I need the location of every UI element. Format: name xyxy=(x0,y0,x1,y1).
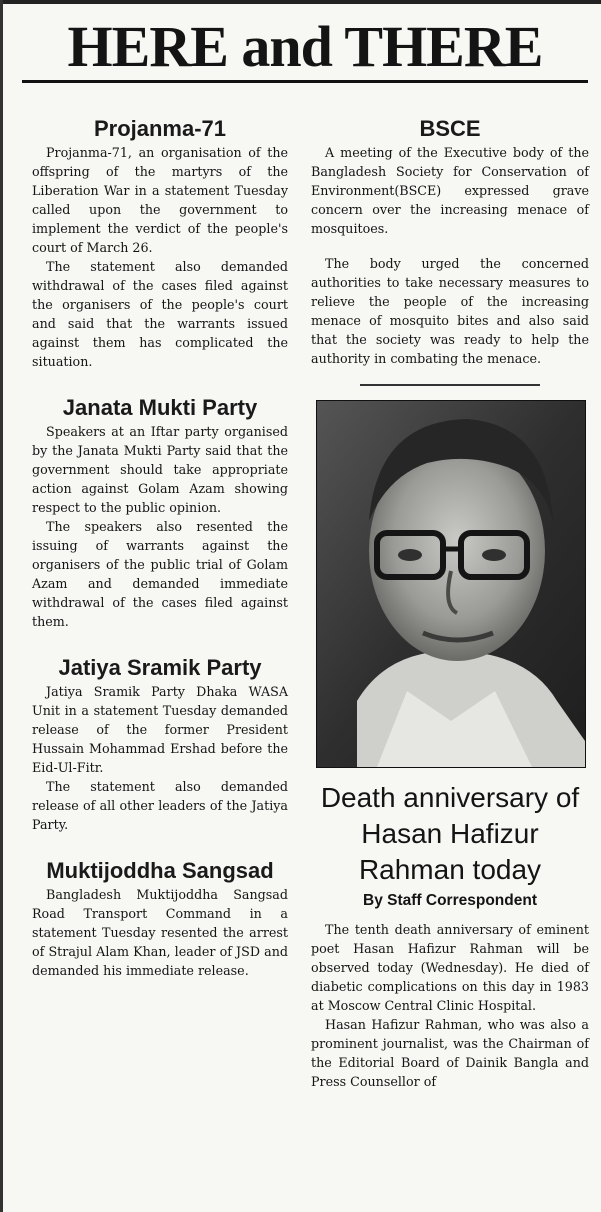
story-paragraph: The statement also demanded withdrawal of the cases filed against the organisers of the people's court and said that the warrants issued against them has complicated the situation. xyxy=(32,259,288,369)
story-hasan-hafizur xyxy=(311,920,589,1091)
story-paragraph: Jatiya Sramik Party Dhaka WASA Unit in a statement Tuesday demanded release of the former President Hussain Mohammad Ershad before the Eid-Ul-Fitr. xyxy=(32,684,288,775)
feature-byline: By Staff Correspondent xyxy=(363,892,537,909)
section-masthead: HERE and THERE xyxy=(22,16,588,83)
story-paragraph: Projanma-71, an organisation of the offspring of the martyrs of the Liberation War in a statement Tuesday called upon the government to implement the verdict of the people's court of March 26. xyxy=(32,145,288,255)
portrait-photo-image xyxy=(317,401,585,767)
story-paragraph: Bangladesh Muktijoddha Sangsad Road Transport Command in a statement Tuesday resented the arrest of Strajul Alam Khan, leader of JSD and demanded his immediate release. xyxy=(32,887,288,978)
story-paragraph: The statement also demanded release of all other leaders of the Jatiya Party. xyxy=(32,779,288,832)
story-paragraph: A meeting of the Executive body of the Bangladesh Society for Conservation of Environment(BSCE) expressed grave concern over the increasing menace of mosquitoes. xyxy=(311,145,589,236)
story-heading: Janata Mukti Party xyxy=(62,395,258,420)
story-bsce xyxy=(311,114,589,368)
story-paragraph: The speakers also resented the issuing of warrants against the organisers of the public trial of Golam Azam and demanded immediate withdrawal of the cases filed against them. xyxy=(32,519,288,629)
right-column xyxy=(311,114,589,1091)
story-muktijoddha xyxy=(32,856,288,980)
story-jatiya-sramik xyxy=(32,653,288,834)
column-separator-rule xyxy=(360,384,540,386)
feature-headline: Death anniversary of Hasan Hafizur Rahman today xyxy=(320,782,580,885)
story-janata-mukti xyxy=(32,393,288,631)
story-paragraph: Speakers at an Iftar party organised by the Janata Mukti Party said that the government should take appropriate action against Golam Azam showing respect to the public opinion. xyxy=(32,424,288,515)
story-paragraph: The tenth death anniversary of eminent poet Hasan Hafizur Rahman will be observed today (Wednesday). He died of diabetic complications on this day in 1983 at Moscow Central Clinic Hospital. xyxy=(311,922,589,1013)
portrait-photo xyxy=(316,400,586,768)
story-heading: Muktijoddha Sangsad xyxy=(46,858,274,883)
left-column xyxy=(32,114,288,980)
page-top-rule xyxy=(0,0,601,4)
story-heading: Projanma-71 xyxy=(93,116,227,141)
story-paragraph: The body urged the concerned authorities to take necessary measures to relieve the people of the increasing menace of mosquito bites and also said that the society was ready to help the authority in combating the menace. xyxy=(311,256,589,366)
story-heading: Jatiya Sramik Party xyxy=(58,655,262,680)
page-left-rule xyxy=(0,0,3,1212)
story-projanma xyxy=(32,114,288,371)
story-heading: BSCE xyxy=(419,116,481,141)
story-paragraph: Hasan Hafizur Rahman, who was also a prominent journalist, was the Chairman of the Editorial Board of Dainik Bangla and Press Counsellor of xyxy=(311,1017,589,1089)
